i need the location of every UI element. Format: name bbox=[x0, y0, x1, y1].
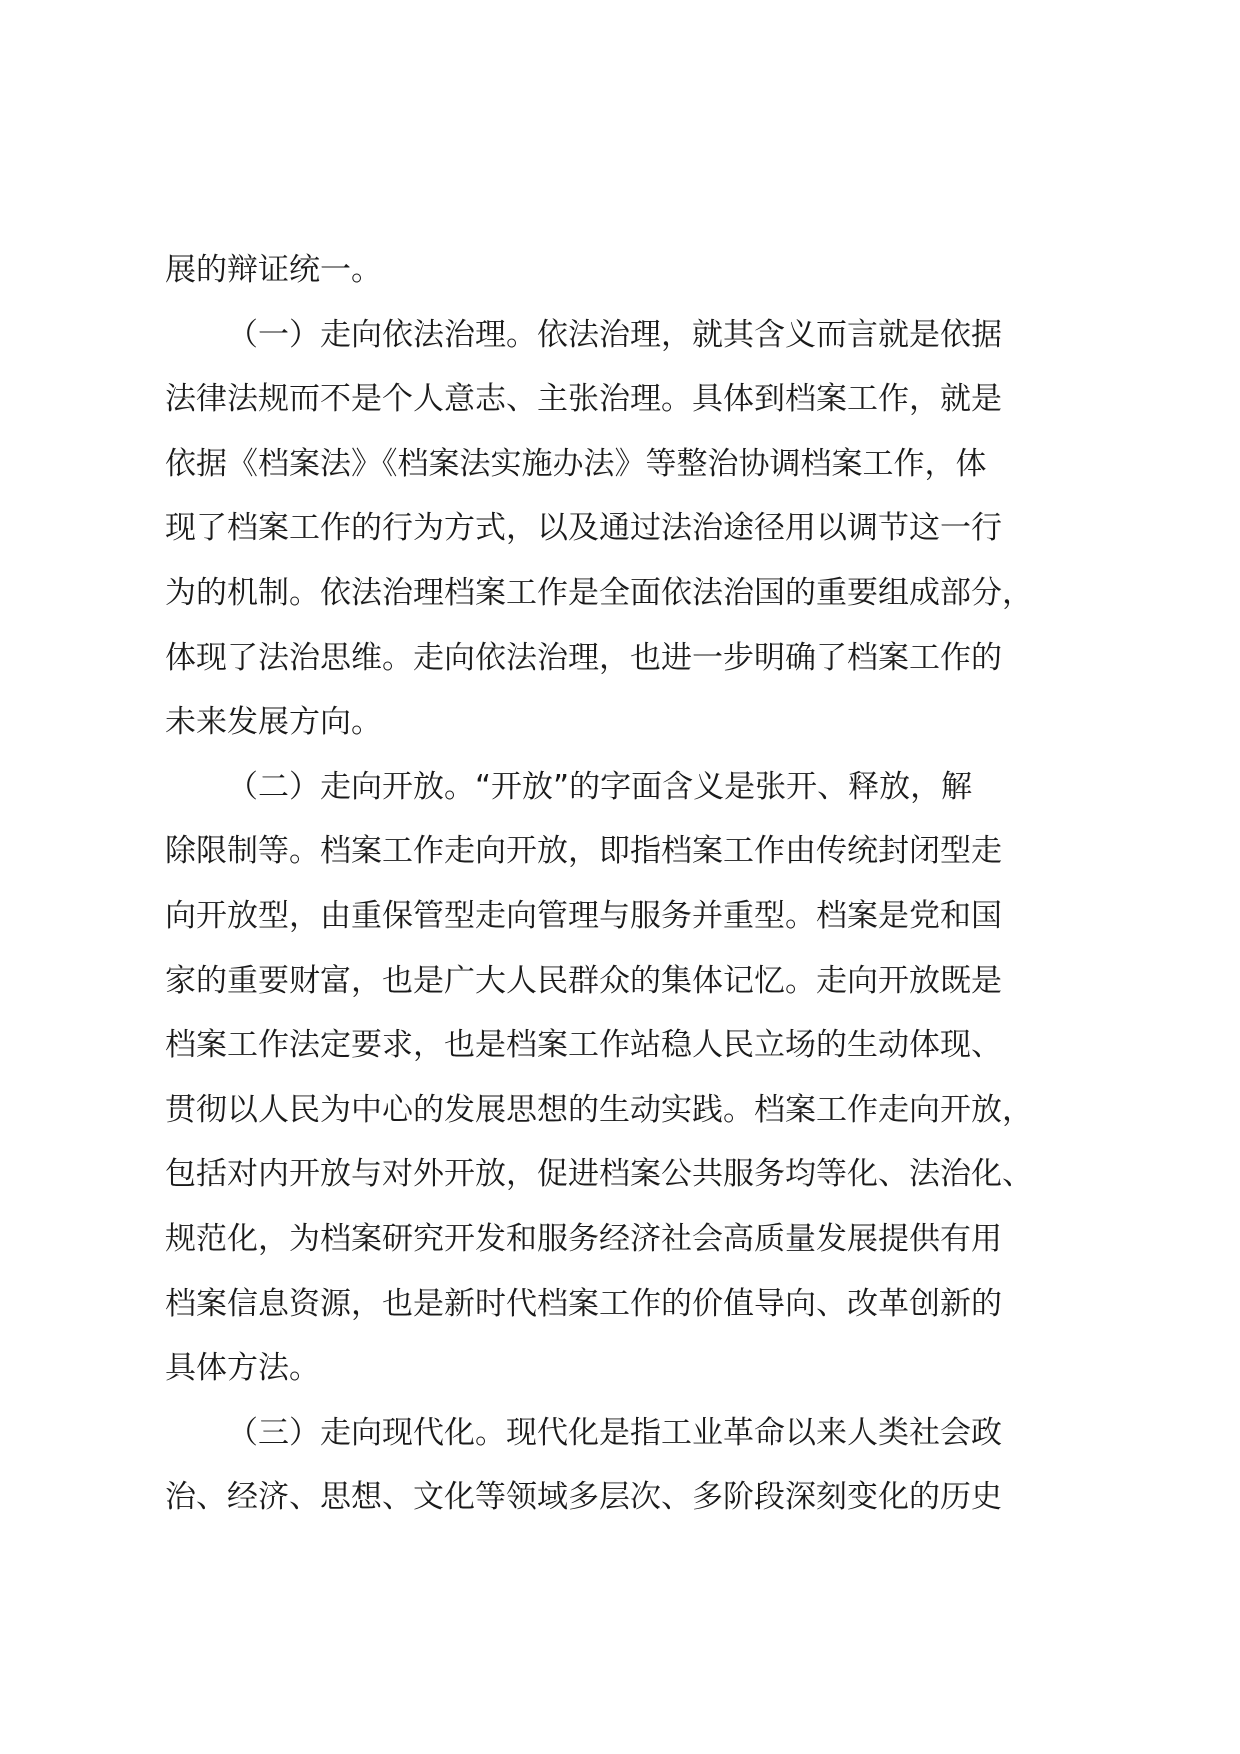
text-line: 展的辩证统一。 bbox=[165, 252, 382, 288]
text-line: 为的机制。依法治理档案工作是全面依法治国的重要组成部分， bbox=[165, 574, 1033, 611]
text-line: 具体方法。 bbox=[165, 1350, 320, 1387]
text-line: 治、经济、思想、文化等领域多层次、多阶段深刻变化的历史 bbox=[165, 1479, 1002, 1516]
text-line: 档案信息资源，也是新时代档案工作的价值导向、改革创新的 bbox=[165, 1285, 1002, 1322]
text-line: 向开放型，由重保管型走向管理与服务并重型。档案是党和国 bbox=[165, 897, 1002, 934]
text-line: 除限制等。档案工作走向开放，即指档案工作由传统封闭型走 bbox=[165, 833, 1002, 870]
paragraph-heading-line: （二）走向开放。“开放”的字面含义是张开、释放，解 bbox=[227, 768, 973, 805]
text-line: 档案工作法定要求，也是档案工作站稳人民立场的生动体现、 bbox=[165, 1027, 1002, 1064]
text-line: 贯彻以人民为中心的发展思想的生动实践。档案工作走向开放， bbox=[165, 1091, 1033, 1128]
text-line: 未来发展方向。 bbox=[165, 704, 382, 741]
text-line: 依据《档案法》《档案法实施办法》等整治协调档案工作，体 bbox=[165, 445, 987, 482]
body-text bbox=[165, 238, 1125, 1530]
text-line: 体现了法治思维。走向依法治理，也进一步明确了档案工作的 bbox=[165, 639, 1002, 676]
text-line: 现了档案工作的行为方式，以及通过法治途径用以调节这一行 bbox=[165, 510, 1002, 547]
text-line: 规范化，为档案研究开发和服务经济社会高质量发展提供有用 bbox=[165, 1220, 1002, 1257]
text-line: 包括对内开放与对外开放，促进档案公共服务均等化、法治化、 bbox=[165, 1156, 1033, 1193]
text-line: 法律法规而不是个人意志、主张治理。具体到档案工作，就是 bbox=[165, 381, 1002, 418]
text-line: 家的重要财富，也是广大人民群众的集体记忆。走向开放既是 bbox=[165, 962, 1002, 999]
paragraph-heading-line: （一）走向依法治理。依法治理，就其含义而言就是依据 bbox=[227, 316, 1002, 353]
paragraph-heading-line: （三）走向现代化。现代化是指工业革命以来人类社会政 bbox=[227, 1414, 1002, 1451]
